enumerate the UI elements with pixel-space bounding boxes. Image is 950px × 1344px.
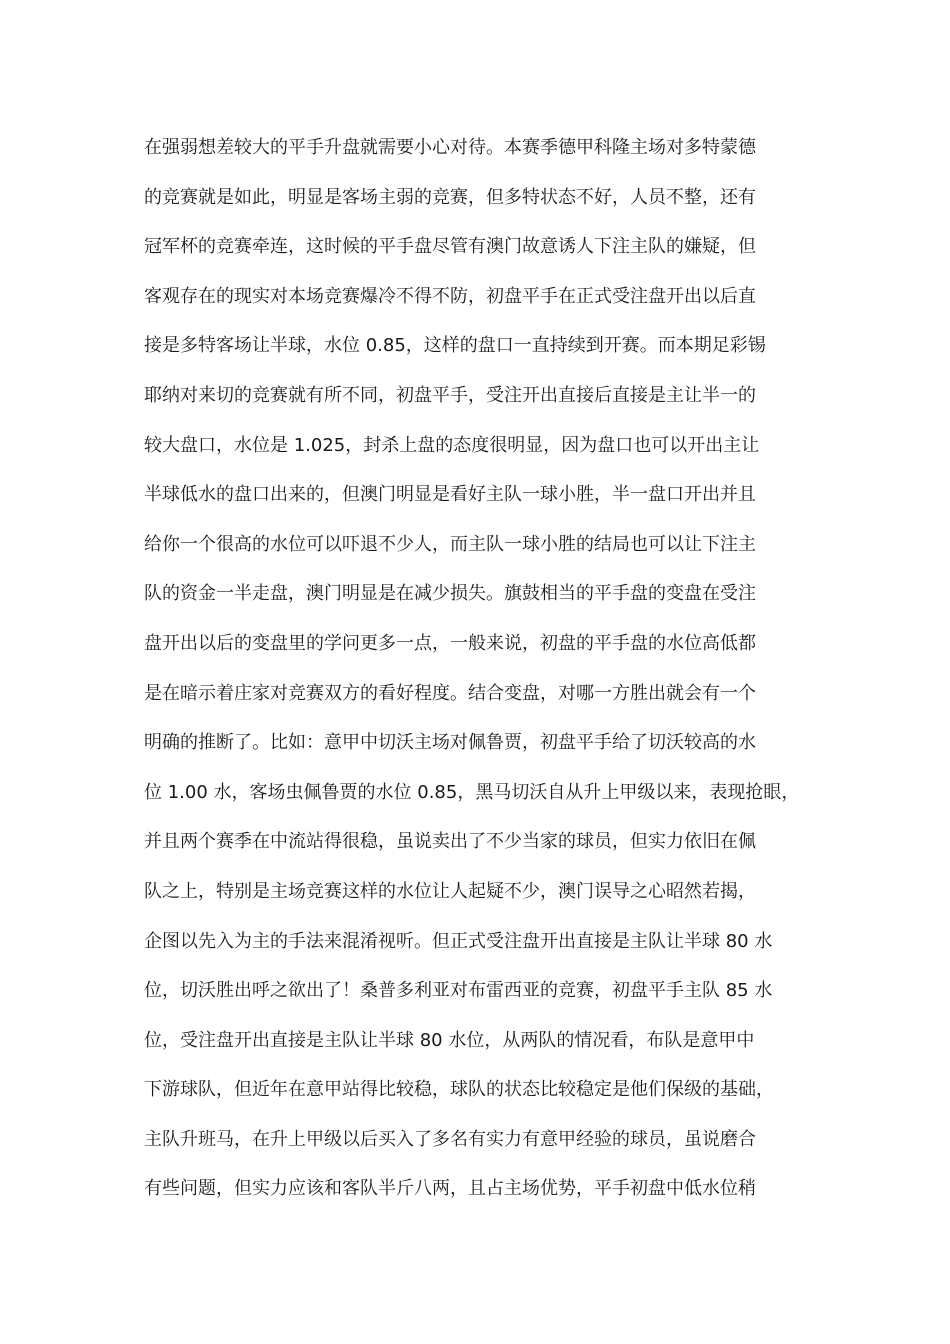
text-line: 半球低水的盘口出来的，但澳门明显是看好主队一球小胜，半一盘口开出并且	[144, 484, 756, 506]
text-line: 队的资金一半走盘，澳门明显是在减少损失。旗鼓相当的平手盘的变盘在受注	[144, 583, 756, 605]
text-line: 的竞赛就是如此，明显是客场主弱的竞赛，但多特状态不好，人员不整，还有	[144, 186, 756, 208]
text-line: 盘开出以后的变盘里的学问更多一点，一般来说，初盘的平手盘的水位高低都	[144, 632, 756, 654]
text-line: 企图以先入为主的手法来混淆视听。但正式受注盘开出直接是主队让半球 80 水	[144, 930, 773, 952]
text-line: 在强弱想差较大的平手升盘就需要小心对待。本赛季德甲科隆主场对多特蒙德	[144, 137, 756, 158]
text-line: 位，切沃胜出呼之欲出了！桑普多利亚对布雷西亚的竞赛，初盘平手主队 85 水	[144, 980, 773, 1002]
body-text	[144, 128, 814, 1219]
text-line: 主队升班马，在升上甲级以后买入了多名有实力有意甲经验的球员，虽说磨合	[144, 1128, 756, 1150]
text-line: 位，受注盘开出直接是主队让半球 80 水位，从两队的情况看，布队是意甲中	[144, 1029, 755, 1051]
text-line: 耶纳对来切的竞赛就有所不同，初盘平手，受注开出直接后直接是主让半一的	[144, 384, 756, 406]
text-line: 是在暗示着庄家对竞赛双方的看好程度。结合变盘，对哪一方胜出就会有一个	[144, 682, 756, 704]
text-line: 并且两个赛季在中流站得很稳，虽说卖出了不少当家的球员，但实力依旧在佩	[144, 831, 756, 853]
text-line: 有些问题，但实力应该和客队半斤八两，且占主场优势，平手初盘中低水位稍	[144, 1178, 756, 1200]
text-line: 接是多特客场让半球，水位 0.85，这样的盘口一直持续到开赛。而本期足彩锡	[144, 335, 766, 357]
text-line: 给你一个很高的水位可以吓退不少人，而主队一球小胜的结局也可以让下注主	[144, 533, 756, 555]
text-line: 位 1.00 水，客场虫佩鲁贾的水位 0.85，黑马切沃自从升上甲级以来，表现抢眼，	[144, 781, 800, 803]
text-line: 明确的推断了。比如：意甲中切沃主场对佩鲁贾，初盘平手给了切沃较高的水	[144, 732, 756, 754]
text-line: 冠军杯的竞赛牵连，这时候的平手盘尽管有澳门故意诱人下注主队的嫌疑，但	[144, 236, 756, 258]
text-line: 队之上，特别是主场竞赛这样的水位让人起疑不少，澳门误导之心昭然若揭，	[144, 880, 756, 902]
text-line: 下游球队，但近年在意甲站得比较稳，球队的状态比较稳定是他们保级的基础，	[144, 1079, 774, 1101]
text-line: 较大盘口，水位是 1.025，封杀上盘的态度很明显，因为盘口也可以开出主让	[144, 434, 760, 456]
text-line: 客观存在的现实对本场竞赛爆冷不得不防，初盘平手在正式受注盘开出以后直	[144, 285, 756, 307]
